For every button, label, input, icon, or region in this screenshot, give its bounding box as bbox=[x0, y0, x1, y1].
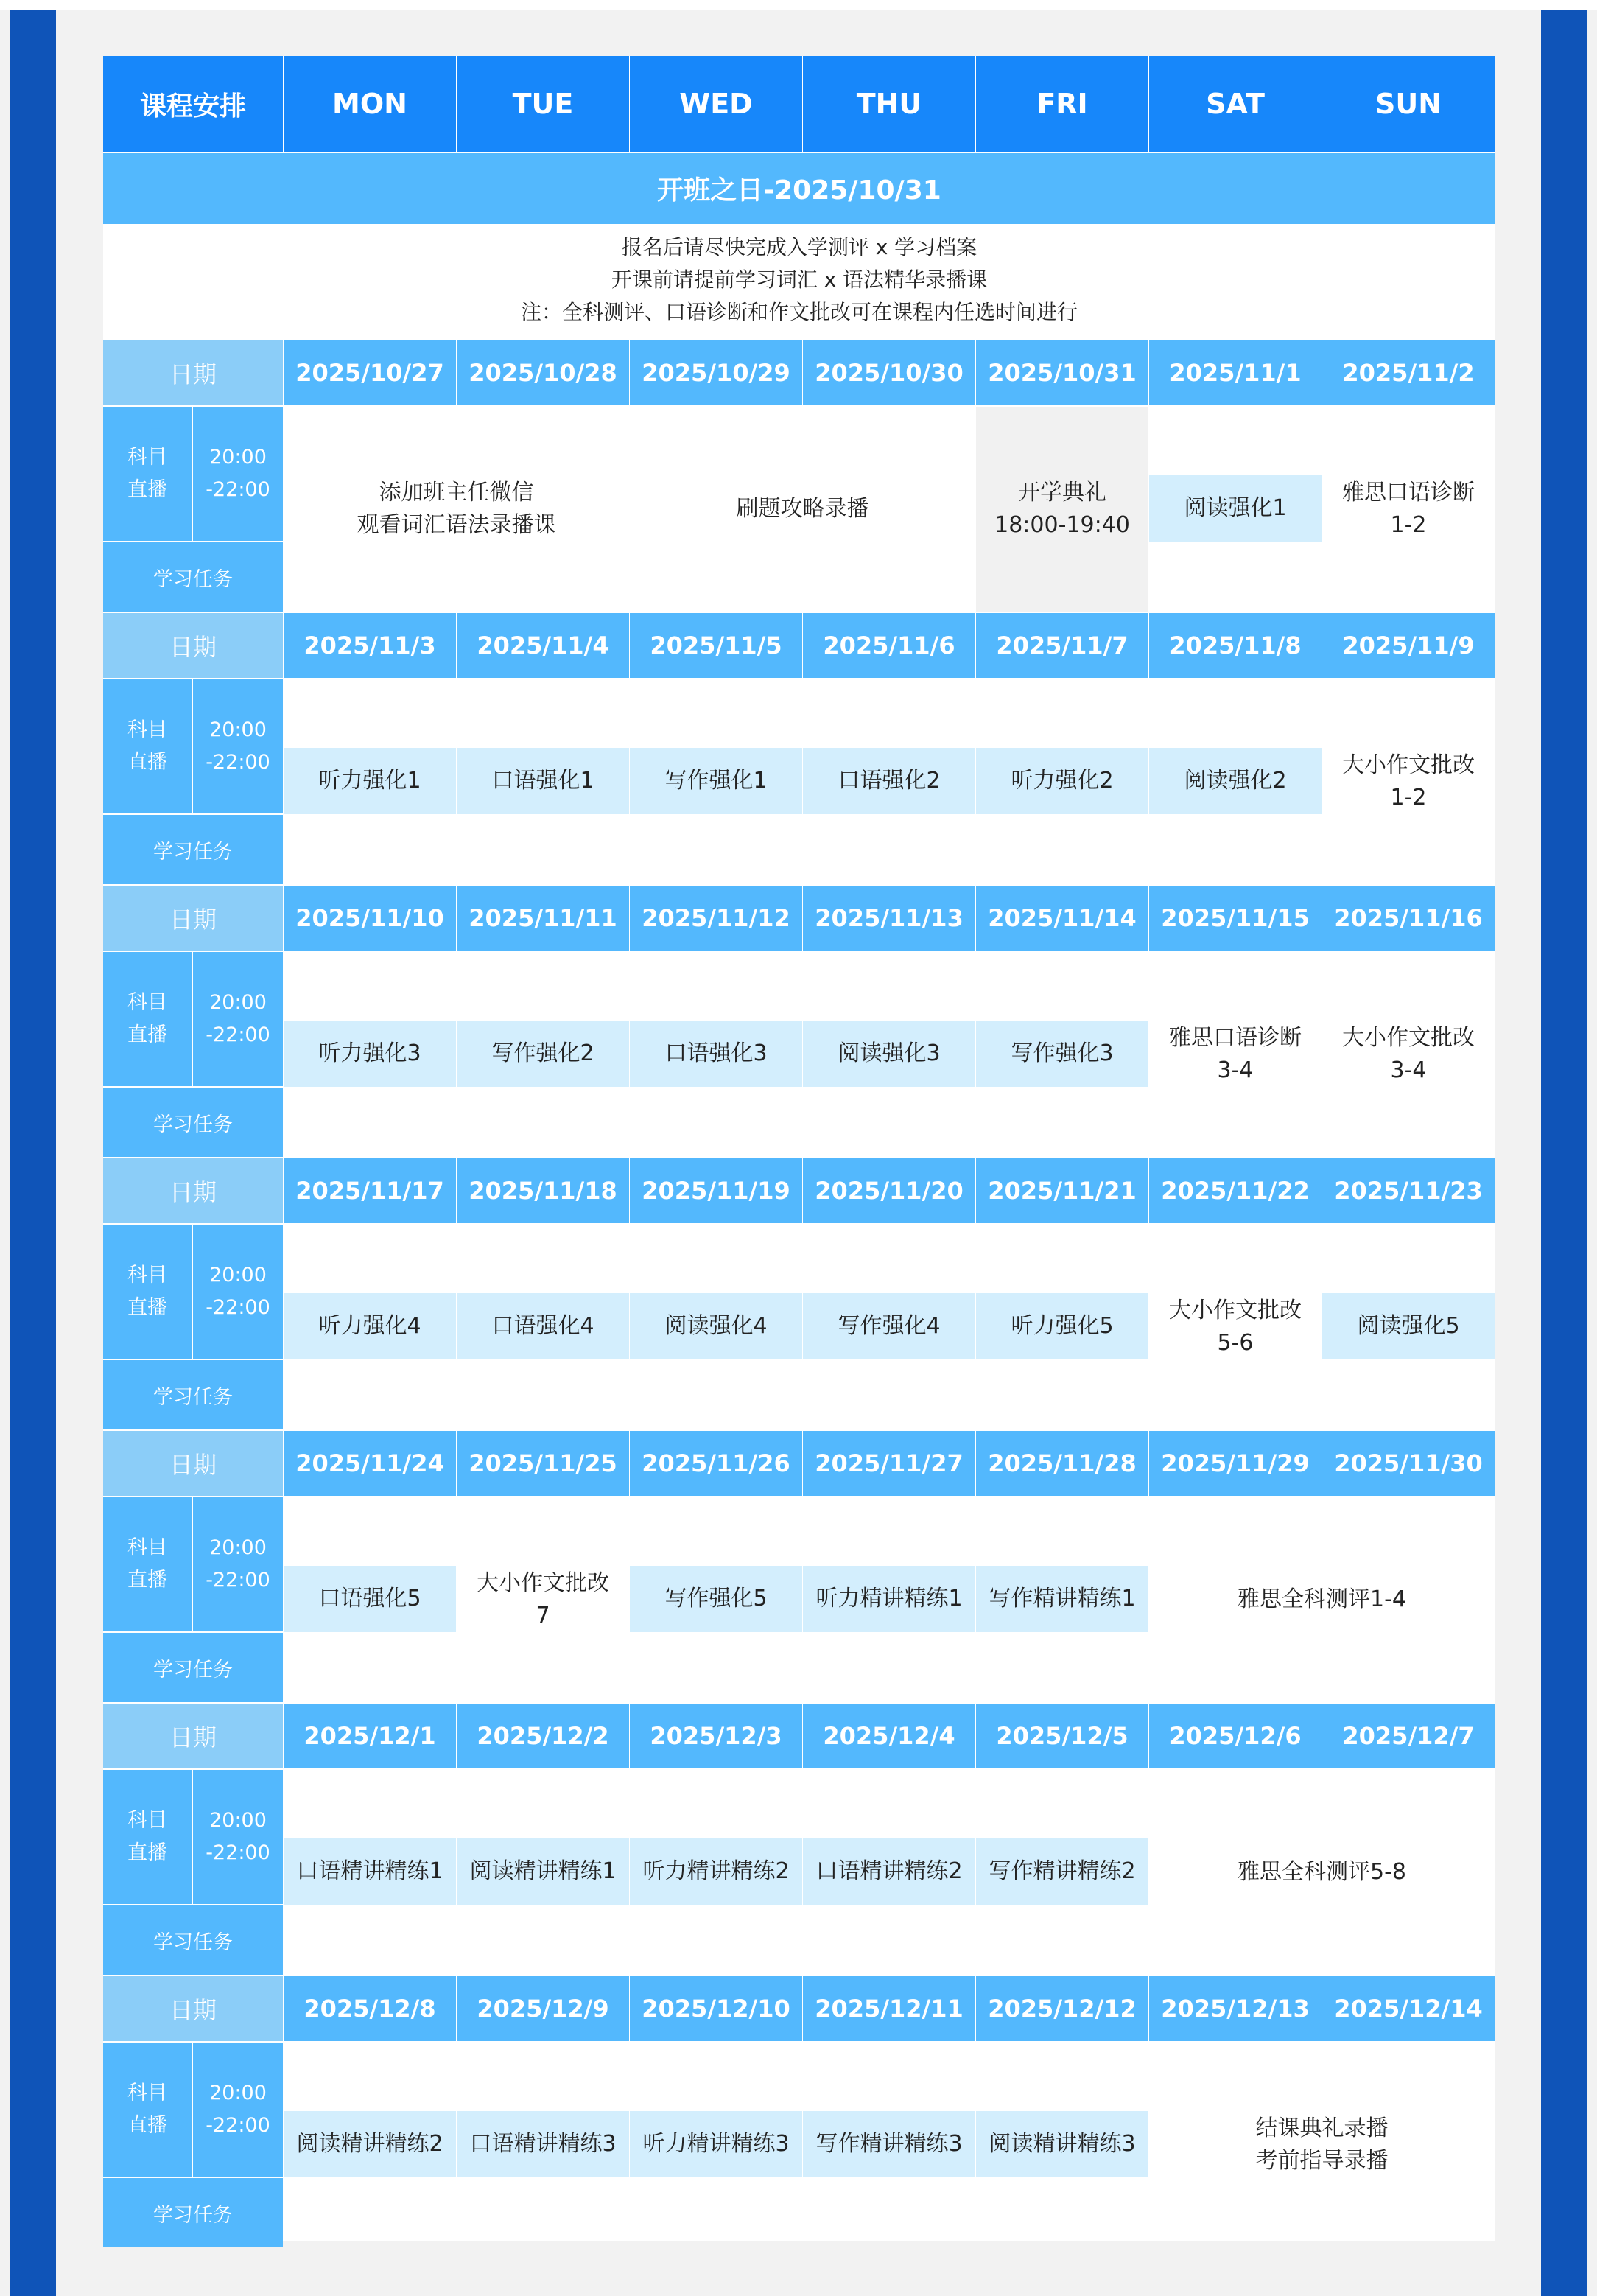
time-start: 20:00 bbox=[209, 1809, 267, 1832]
schedule-cell bbox=[284, 2111, 456, 2177]
date-row-label: 日期 bbox=[103, 886, 283, 951]
subject-label: 科目 bbox=[127, 1809, 167, 1832]
time-end: -22:00 bbox=[206, 1296, 270, 1319]
date-cell: 2025/11/5 bbox=[630, 613, 802, 678]
date-cell: 2025/12/10 bbox=[630, 1976, 802, 2041]
date-cell: 2025/11/26 bbox=[630, 1431, 802, 1496]
study-task-label: 学习任务 bbox=[103, 815, 283, 884]
date-cell: 2025/11/28 bbox=[976, 1431, 1148, 1496]
date-cell: 2025/11/30 bbox=[1322, 1431, 1495, 1496]
live-label: 直播 bbox=[127, 751, 167, 774]
schedule-cell bbox=[630, 1566, 802, 1632]
schedule-cell-text: 阅读强化3 bbox=[838, 1040, 941, 1066]
date-cell: 2025/12/3 bbox=[630, 1704, 802, 1768]
schedule-cell-text: 口语强化5 bbox=[318, 1586, 421, 1611]
schedule-cell bbox=[630, 407, 975, 612]
date-cell: 2025/10/31 bbox=[976, 340, 1148, 405]
schedule-cell bbox=[1149, 1497, 1495, 1702]
schedule-cell bbox=[976, 1838, 1148, 1905]
schedule-cell bbox=[1322, 1293, 1495, 1359]
subject-live-label bbox=[103, 1225, 192, 1359]
date-cell: 2025/10/30 bbox=[803, 340, 975, 405]
subject-label: 科目 bbox=[127, 718, 167, 741]
schedule-cell-text: 阅读强化1 bbox=[1184, 495, 1287, 521]
date-cell: 2025/11/27 bbox=[803, 1431, 975, 1496]
schedule-cell bbox=[630, 2111, 802, 2177]
schedule-cell bbox=[1149, 952, 1322, 1157]
date-cell: 2025/11/8 bbox=[1149, 613, 1322, 678]
date-cell: 2025/11/15 bbox=[1149, 886, 1322, 951]
schedule-cell bbox=[284, 1566, 456, 1632]
schedule-cell bbox=[284, 1838, 456, 1905]
date-cell: 2025/12/12 bbox=[976, 1976, 1148, 2041]
schedule-cell bbox=[457, 1497, 629, 1702]
live-label: 直播 bbox=[127, 478, 167, 501]
live-label: 直播 bbox=[127, 1296, 167, 1319]
date-cell: 2025/11/7 bbox=[976, 613, 1148, 678]
schedule-cell-text: 大小作文批改 bbox=[1169, 1298, 1302, 1323]
date-cell: 2025/11/16 bbox=[1322, 886, 1495, 951]
date-cell: 2025/11/23 bbox=[1322, 1158, 1495, 1223]
day-header-mon: MON bbox=[284, 56, 456, 152]
schedule-cell bbox=[976, 1293, 1148, 1359]
subject-label: 科目 bbox=[127, 446, 167, 469]
schedule-cell-text: 雅思全科测评1-4 bbox=[1238, 1586, 1406, 1612]
schedule-cell bbox=[1322, 679, 1495, 884]
time-label bbox=[193, 2043, 283, 2177]
date-cell: 2025/12/5 bbox=[976, 1704, 1148, 1768]
schedule-cell bbox=[1149, 1770, 1495, 1975]
live-label: 直播 bbox=[127, 1841, 167, 1864]
date-cell: 2025/10/28 bbox=[457, 340, 629, 405]
schedule-cell bbox=[1149, 1225, 1322, 1429]
schedule-cell-text: 开学典礼 bbox=[1018, 480, 1106, 505]
schedule-cell-text: 7 bbox=[536, 1603, 550, 1628]
date-row-label: 日期 bbox=[103, 1431, 283, 1496]
subject-label: 科目 bbox=[127, 1536, 167, 1559]
schedule-cell bbox=[976, 407, 1148, 612]
schedule-cell bbox=[284, 1021, 456, 1087]
subject-live-label bbox=[103, 407, 192, 541]
schedule-cell bbox=[803, 2111, 975, 2177]
date-cell: 2025/11/29 bbox=[1149, 1431, 1322, 1496]
date-cell: 2025/11/21 bbox=[976, 1158, 1148, 1223]
schedule-cell bbox=[1149, 475, 1322, 542]
date-cell: 2025/11/24 bbox=[284, 1431, 456, 1496]
schedule-cell-text: 口语精讲精练3 bbox=[469, 2131, 617, 2157]
schedule-cell-text: 写作精讲精练1 bbox=[989, 1586, 1136, 1611]
schedule-cell-text: 口语强化4 bbox=[491, 1313, 594, 1339]
schedule-cell bbox=[976, 2111, 1148, 2177]
schedule-cell-text: 听力强化1 bbox=[318, 768, 421, 794]
schedule-cell bbox=[803, 1566, 975, 1632]
schedule-cell-text: 5-6 bbox=[1217, 1330, 1254, 1356]
schedule-cell-text: 口语精讲精练1 bbox=[296, 1858, 443, 1884]
study-task-label: 学习任务 bbox=[103, 1905, 283, 1975]
schedule-cell-text: 结课典礼录播 bbox=[1255, 2115, 1389, 2141]
day-header-sat: SAT bbox=[1149, 56, 1322, 152]
schedule-cell bbox=[976, 748, 1148, 814]
schedule-cell-text: 听力精讲精练2 bbox=[642, 1858, 790, 1884]
subject-live-label bbox=[103, 1497, 192, 1631]
schedule-cell-text: 写作精讲精练2 bbox=[989, 1858, 1136, 1884]
schedule-cell-text: 大小作文批改 bbox=[1342, 752, 1475, 778]
schedule-cell-text: 刷题攻略录播 bbox=[736, 496, 869, 522]
time-start: 20:00 bbox=[209, 1536, 267, 1559]
date-cell: 2025/12/9 bbox=[457, 1976, 629, 2041]
date-cell: 2025/12/2 bbox=[457, 1704, 629, 1768]
notes-block bbox=[103, 224, 1495, 336]
date-cell: 2025/11/22 bbox=[1149, 1158, 1322, 1223]
time-start: 20:00 bbox=[209, 1264, 267, 1287]
schedule-cell-text: 写作强化1 bbox=[664, 768, 768, 794]
date-cell: 2025/11/2 bbox=[1322, 340, 1495, 405]
schedule-cell-text: 雅思口语诊断 bbox=[1342, 480, 1475, 505]
subject-live-label bbox=[103, 1770, 192, 1904]
subject-live-label bbox=[103, 2043, 192, 2177]
schedule-cell bbox=[284, 748, 456, 814]
date-cell: 2025/11/9 bbox=[1322, 613, 1495, 678]
start-date-banner: 开班之日-2025/10/31 bbox=[103, 153, 1495, 224]
live-label: 直播 bbox=[127, 2114, 167, 2137]
date-row-label: 日期 bbox=[103, 1704, 283, 1768]
schedule-cell bbox=[630, 1838, 802, 1905]
date-cell: 2025/11/4 bbox=[457, 613, 629, 678]
schedule-cell-text: 阅读强化2 bbox=[1184, 768, 1287, 794]
schedule-cell bbox=[284, 1293, 456, 1359]
schedule-cell bbox=[1322, 952, 1495, 1157]
schedule-cell bbox=[803, 748, 975, 814]
schedule-cell bbox=[457, 1021, 629, 1087]
date-row-label: 日期 bbox=[103, 613, 283, 678]
date-cell: 2025/11/3 bbox=[284, 613, 456, 678]
schedule-cell-text: 18:00-19:40 bbox=[994, 512, 1130, 538]
time-end: -22:00 bbox=[206, 751, 270, 774]
subject-live-label bbox=[103, 952, 192, 1086]
date-cell: 2025/11/11 bbox=[457, 886, 629, 951]
schedule-cell-text: 3-4 bbox=[1390, 1057, 1427, 1083]
schedule-cell-text: 写作强化4 bbox=[838, 1313, 941, 1339]
schedule-cell bbox=[630, 1021, 802, 1087]
schedule-cell-text: 口语精讲精练2 bbox=[815, 1858, 963, 1884]
subject-live-label bbox=[103, 679, 192, 813]
date-cell: 2025/12/7 bbox=[1322, 1704, 1495, 1768]
live-label: 直播 bbox=[127, 1569, 167, 1592]
date-cell: 2025/11/12 bbox=[630, 886, 802, 951]
schedule-cell bbox=[803, 1021, 975, 1087]
date-cell: 2025/12/11 bbox=[803, 1976, 975, 2041]
schedule-cell bbox=[803, 1293, 975, 1359]
subject-label: 科目 bbox=[127, 1264, 167, 1287]
schedule-cell-text: 观看词汇语法录播课 bbox=[357, 512, 556, 538]
schedule-cell bbox=[457, 1838, 629, 1905]
schedule-cell bbox=[630, 1293, 802, 1359]
schedule-cell-text: 听力精讲精练1 bbox=[815, 1586, 963, 1611]
schedule-cell bbox=[457, 2111, 629, 2177]
time-label bbox=[193, 1497, 283, 1631]
schedule-cell-text: 阅读精讲精练2 bbox=[296, 2131, 443, 2157]
left-border bbox=[10, 10, 56, 2296]
study-task-label: 学习任务 bbox=[103, 542, 283, 612]
schedule-cell-text: 写作强化3 bbox=[1011, 1040, 1114, 1066]
schedule-cell bbox=[1322, 407, 1495, 612]
note-line: 注：全科测评、口语诊断和作文批改可在课程内任选时间进行 bbox=[520, 300, 1078, 324]
time-start: 20:00 bbox=[209, 446, 267, 469]
schedule-table bbox=[103, 56, 1495, 2241]
date-cell: 2025/11/14 bbox=[976, 886, 1148, 951]
top-strip bbox=[0, 0, 1597, 10]
header-corner: 课程安排 bbox=[103, 56, 283, 152]
day-header-thu: THU bbox=[803, 56, 975, 152]
schedule-cell-text: 雅思口语诊断 bbox=[1169, 1025, 1302, 1051]
study-task-label: 学习任务 bbox=[103, 1088, 283, 1157]
schedule-cell-text: 阅读精讲精练1 bbox=[469, 1858, 617, 1884]
subject-label: 科目 bbox=[127, 2082, 167, 2104]
schedule-cell-text: 口语强化3 bbox=[664, 1040, 768, 1066]
time-end: -22:00 bbox=[206, 478, 270, 501]
time-label bbox=[193, 952, 283, 1086]
date-cell: 2025/11/25 bbox=[457, 1431, 629, 1496]
schedule-cell-text: 添加班主任微信 bbox=[379, 480, 534, 505]
day-header-wed: WED bbox=[630, 56, 802, 152]
schedule-cell-text: 口语强化1 bbox=[491, 768, 594, 794]
date-row-label: 日期 bbox=[103, 1158, 283, 1223]
schedule-cell bbox=[1149, 2043, 1495, 2247]
schedule-cell bbox=[630, 748, 802, 814]
subject-label: 科目 bbox=[127, 991, 167, 1014]
schedule-cell-text: 写作精讲精练3 bbox=[815, 2131, 963, 2157]
schedule-cell bbox=[457, 1293, 629, 1359]
date-cell: 2025/12/13 bbox=[1149, 1976, 1322, 2041]
schedule-cell-text: 写作强化5 bbox=[664, 1586, 768, 1611]
schedule-cell-text: 写作强化2 bbox=[491, 1040, 594, 1066]
date-cell: 2025/11/19 bbox=[630, 1158, 802, 1223]
schedule-cell bbox=[976, 1566, 1148, 1632]
day-header-fri: FRI bbox=[976, 56, 1148, 152]
study-task-label: 学习任务 bbox=[103, 1360, 283, 1429]
note-line: 报名后请尽快完成入学测评 x 学习档案 bbox=[621, 235, 977, 259]
schedule-cell-text: 1-2 bbox=[1390, 785, 1427, 811]
schedule-cell-text: 听力强化5 bbox=[1011, 1313, 1114, 1339]
date-row-label: 日期 bbox=[103, 340, 283, 405]
time-label bbox=[193, 1770, 283, 1904]
time-start: 20:00 bbox=[209, 718, 267, 741]
day-header-tue: TUE bbox=[457, 56, 629, 152]
live-label: 直播 bbox=[127, 1023, 167, 1046]
schedule-cell-text: 听力强化3 bbox=[318, 1040, 421, 1066]
note-line: 开课前请提前学习词汇 x 语法精华录播课 bbox=[611, 267, 988, 292]
date-cell: 2025/12/1 bbox=[284, 1704, 456, 1768]
date-cell: 2025/11/10 bbox=[284, 886, 456, 951]
date-cell: 2025/12/8 bbox=[284, 1976, 456, 2041]
date-cell: 2025/11/18 bbox=[457, 1158, 629, 1223]
time-end: -22:00 bbox=[206, 1569, 270, 1592]
schedule-cell-text: 听力强化4 bbox=[318, 1313, 421, 1339]
schedule-cell-text: 3-4 bbox=[1217, 1057, 1254, 1083]
date-cell: 2025/11/13 bbox=[803, 886, 975, 951]
date-cell: 2025/11/6 bbox=[803, 613, 975, 678]
study-task-label: 学习任务 bbox=[103, 1633, 283, 1702]
schedule-cell-text: 口语强化2 bbox=[838, 768, 941, 794]
time-label bbox=[193, 407, 283, 541]
date-cell: 2025/11/1 bbox=[1149, 340, 1322, 405]
schedule-cell-text: 大小作文批改 bbox=[477, 1570, 609, 1596]
schedule-cell-text: 阅读强化5 bbox=[1357, 1313, 1460, 1339]
time-start: 20:00 bbox=[209, 991, 267, 1014]
schedule-cell-text: 听力精讲精练3 bbox=[642, 2131, 790, 2157]
time-label bbox=[193, 679, 283, 813]
schedule-cell-text: 1-2 bbox=[1390, 512, 1427, 538]
schedule-cell bbox=[457, 748, 629, 814]
day-header-sun: SUN bbox=[1322, 56, 1495, 152]
time-start: 20:00 bbox=[209, 2082, 267, 2104]
date-cell: 2025/11/20 bbox=[803, 1158, 975, 1223]
schedule-cell bbox=[803, 1838, 975, 1905]
schedule-cell-text: 大小作文批改 bbox=[1342, 1025, 1475, 1051]
date-cell: 2025/10/29 bbox=[630, 340, 802, 405]
schedule-cell bbox=[976, 1021, 1148, 1087]
right-border bbox=[1541, 10, 1587, 2296]
schedule-cell-text: 雅思全科测评5-8 bbox=[1238, 1859, 1406, 1885]
study-task-label: 学习任务 bbox=[103, 2178, 283, 2247]
date-cell: 2025/12/4 bbox=[803, 1704, 975, 1768]
schedule-cell-text: 考前指导录播 bbox=[1255, 2148, 1389, 2174]
date-cell: 2025/12/14 bbox=[1322, 1976, 1495, 2041]
schedule-cell-text: 阅读强化4 bbox=[664, 1313, 768, 1339]
date-cell: 2025/10/27 bbox=[284, 340, 456, 405]
schedule-cell-text: 阅读精讲精练3 bbox=[989, 2131, 1136, 2157]
schedule-cell-text: 听力强化2 bbox=[1011, 768, 1114, 794]
time-label bbox=[193, 1225, 283, 1359]
date-cell: 2025/12/6 bbox=[1149, 1704, 1322, 1768]
time-end: -22:00 bbox=[206, 1841, 270, 1864]
schedule-cell bbox=[284, 407, 629, 612]
time-end: -22:00 bbox=[206, 1023, 270, 1046]
date-cell: 2025/11/17 bbox=[284, 1158, 456, 1223]
schedule-cell bbox=[1149, 748, 1322, 814]
time-end: -22:00 bbox=[206, 2114, 270, 2137]
date-row-label: 日期 bbox=[103, 1976, 283, 2041]
